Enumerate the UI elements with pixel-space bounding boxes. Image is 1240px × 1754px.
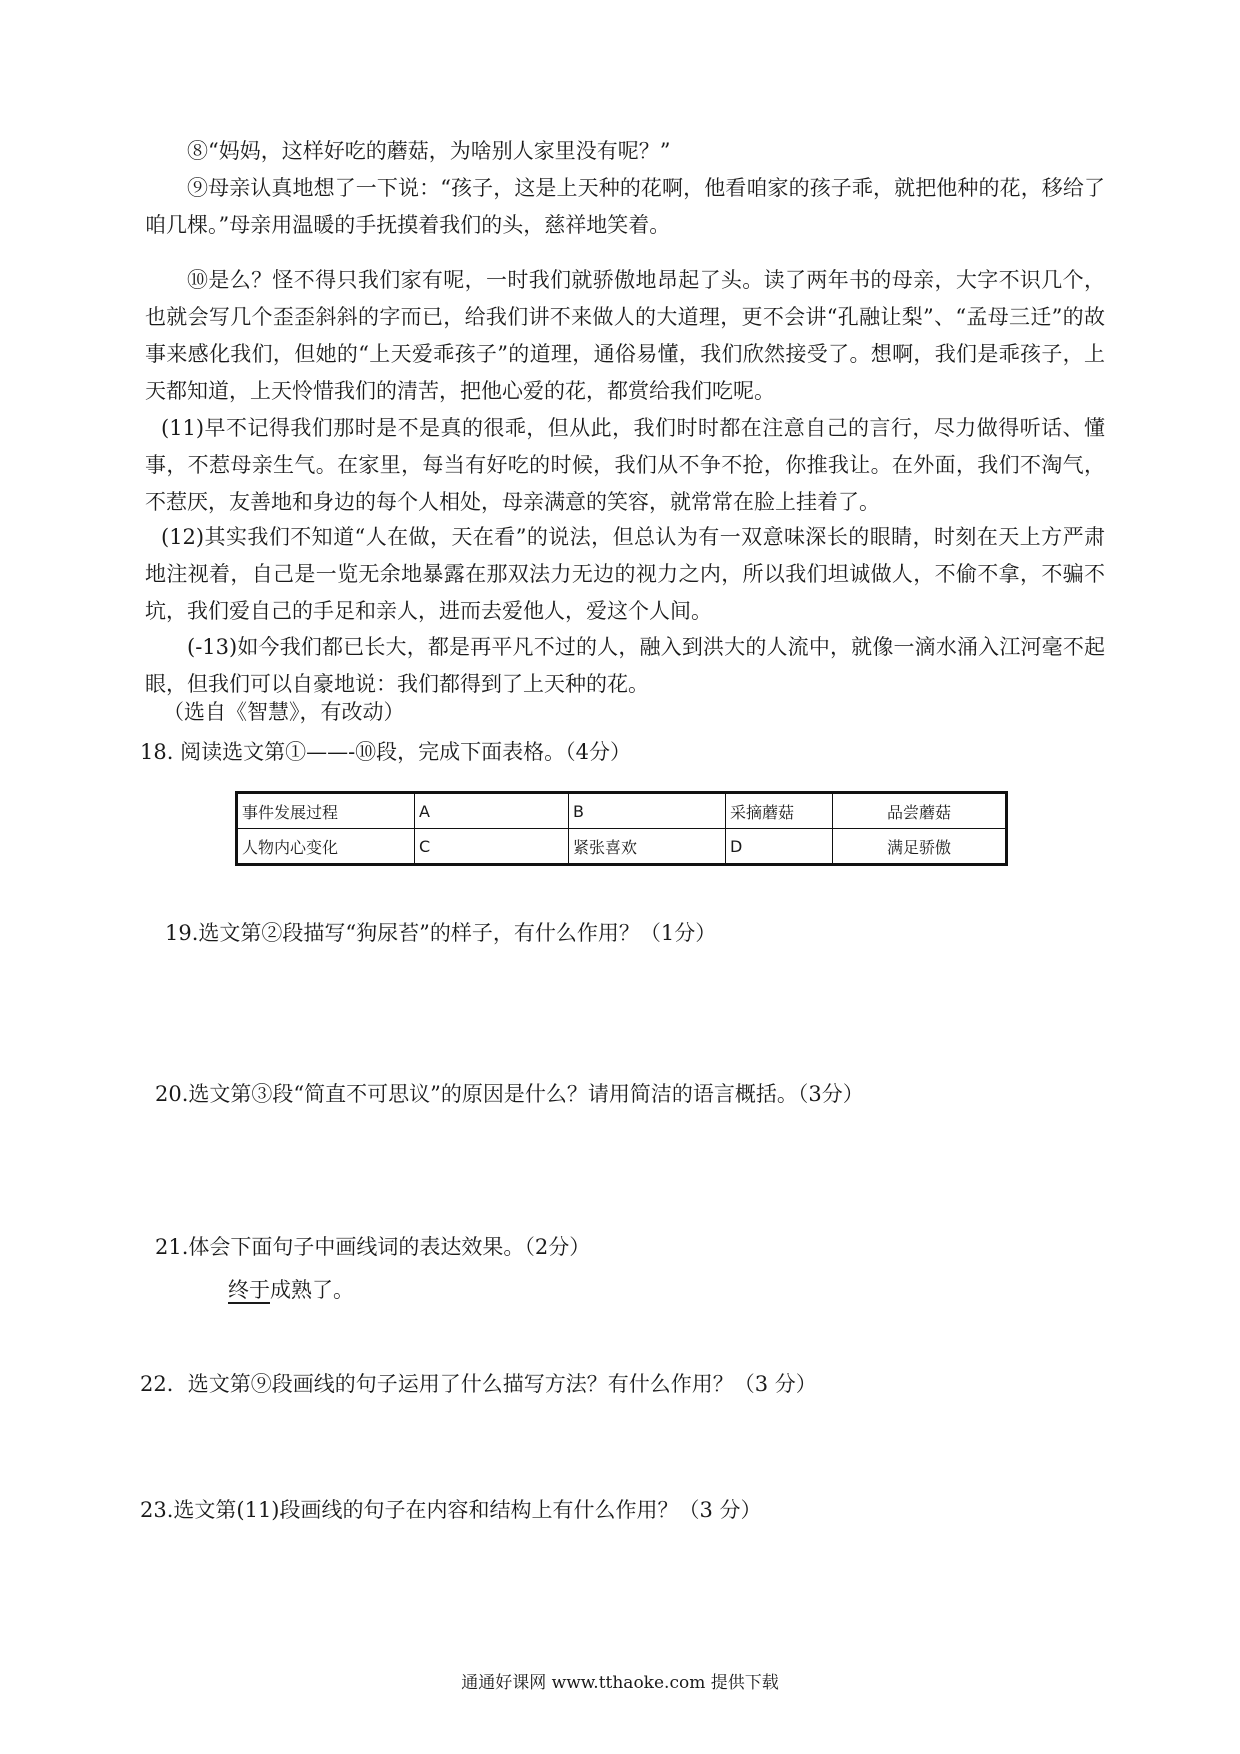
question-23: 23.选文第(11)段画线的句子在内容和结构上有什么作用？（3 分） <box>140 1498 762 1522</box>
event-table <box>235 791 1008 866</box>
question-22: 22．选文第⑨段画线的句子运用了什么描写方法？有什么作用？（3 分） <box>140 1372 817 1396</box>
sentence-rest: 成熟了。 <box>270 1278 354 1302</box>
paragraph-9: ⑨母亲认真地想了一下说：“孩子，这是上天种的花啊，他看咱家的孩子乖，就把他种的花，移给了咱几棵。”母亲用温暖的手抚摸着我们的头，慈祥地笑着。 <box>145 176 1105 237</box>
table-cell: 采摘蘑菇 <box>726 793 833 829</box>
question-20: 20.选文第③段“简直不可思议”的原因是什么？请用简洁的语言概括。（3分） <box>155 1082 864 1106</box>
table-cell: 紧张喜欢 <box>569 829 726 865</box>
table-cell: D <box>726 829 833 865</box>
table-cell: 品尝蘑菇 <box>833 793 1007 829</box>
question-21: 21.体会下面句子中画线词的表达效果。（2分） <box>155 1235 591 1259</box>
table-row <box>237 793 1007 829</box>
table-row <box>237 829 1007 865</box>
footer-credit: 通通好课网 www.tthaoke.com 提供下载 <box>461 1673 779 1693</box>
table-cell: 事件发展过程 <box>237 793 415 829</box>
table-cell: 人物内心变化 <box>237 829 415 865</box>
table-cell: B <box>569 793 726 829</box>
table-cell: C <box>415 829 569 865</box>
question-19: 19.选文第②段描写“狗尿苔”的样子，有什么作用？（1分） <box>165 921 717 945</box>
table-cell: A <box>415 793 569 829</box>
table-cell: 满足骄傲 <box>833 829 1007 865</box>
paragraph-10: ⑩是么？怪不得只我们家有呢，一时我们就骄傲地昂起了头。读了两年书的母亲，大字不识几个，也就会写几个歪歪斜斜的字而已，给我们讲不来做人的大道理，更不会讲“孔融让梨”、“孟母三迁”的故事来感化我们，但她的“上天爱乖孩子”的道理，通俗易懂，我们欣然接受了。想啊，我们是乖孩子，上天都知道，上天怜惜我们的清苦，把他心爱的花，都赏给我们吃呢。 <box>145 268 1105 403</box>
underlined-word: 终于 <box>228 1278 270 1302</box>
paragraph-8: ⑧“妈妈，这样好吃的蘑菇，为啥别人家里没有呢？” <box>187 139 671 163</box>
source-note: （选自《智慧》，有改动） <box>163 700 405 724</box>
paragraph-12: (12)其实我们不知道“人在做，天在看”的说法，但总认为有一双意味深长的眼睛，时刻在天上方严肃地注视着，自己是一览无余地暴露在那双法力无边的视力之内，所以我们坦诚做人，不偷不拿，不骗不坑，我们爱自己的手足和亲人，进而去爱他人，爱这个人间。 <box>145 525 1105 623</box>
paragraph-11: (11)早不记得我们那时是不是真的很乖，但从此，我们时时都在注意自己的言行，尽力做得听话、懂事，不惹母亲生气。在家里，每当有好吃的时候，我们从不争不抢，你推我让。在外面，我们不淘气，不惹厌，友善地和身边的每个人相处，母亲满意的笑容，就常常在脸上挂着了。 <box>145 416 1105 514</box>
paragraph-13: (-13)如今我们都已长大，都是再平凡不过的人，融入到洪大的人流中，就像一滴水涌入江河毫不起眼，但我们可以自豪地说：我们都得到了上天种的花。 <box>145 635 1105 696</box>
question-18: 18. 阅读选文第①——-⑩段，完成下面表格。（4分） <box>140 740 632 764</box>
example-sentence <box>228 1275 354 1305</box>
